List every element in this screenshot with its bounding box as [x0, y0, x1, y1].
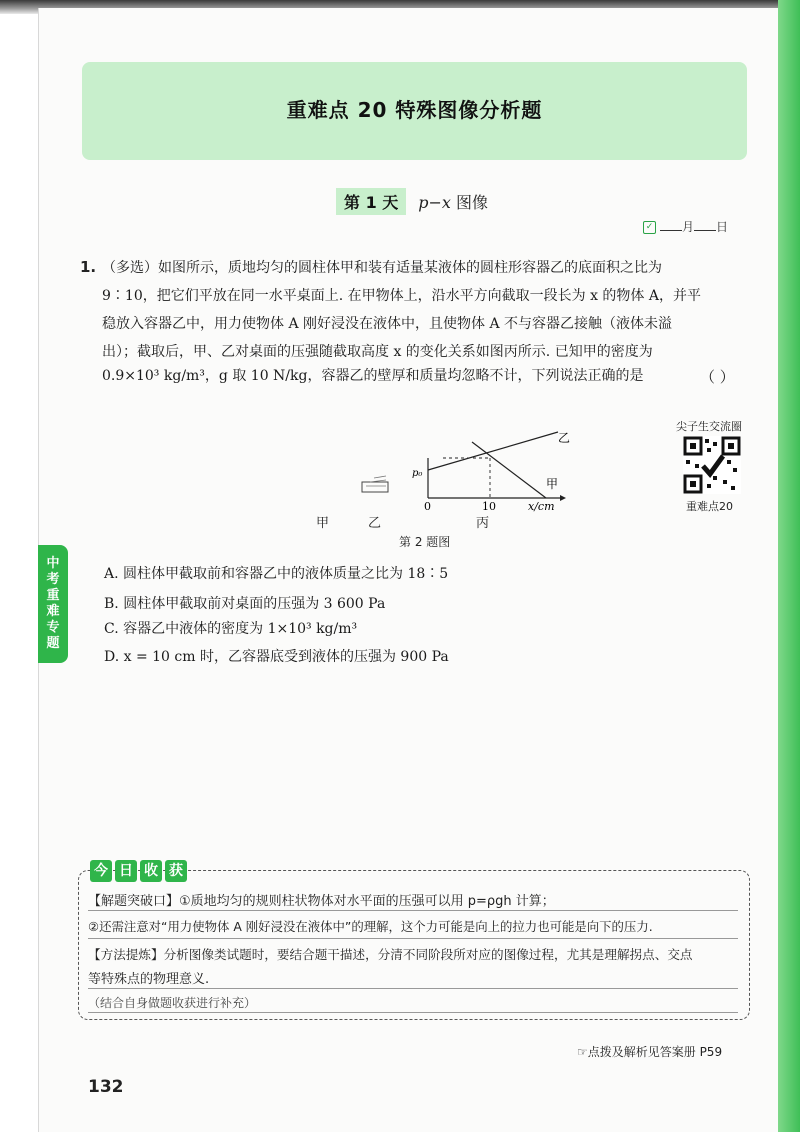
harvest-rule — [88, 988, 738, 989]
side-tab-char: 重 — [46, 588, 60, 603]
page-number: 132 — [88, 1077, 124, 1097]
qr-caption: 尖子生交流圈 — [676, 420, 742, 433]
y-label: p₀ — [412, 468, 423, 479]
x-tick-0: 0 — [424, 500, 431, 513]
harvest-badge — [90, 860, 187, 882]
question-number: 1. — [80, 258, 97, 276]
series-yi-line — [428, 432, 558, 470]
day-heading — [336, 188, 488, 216]
series-jia-line — [472, 442, 546, 498]
question-line-5: 0.9×10³ kg/m³，g 取 10 N/kg，容器乙的壁厚和质量均忽略不计，下列说法正确的是 — [102, 368, 644, 384]
figure-label-jia: 甲 — [316, 516, 330, 531]
question-line-2: 9∶10，把它们平放在同一水平桌面上. 在甲物体上，沿水平方向截取一段长为 x 的物体 A，并平 — [102, 288, 701, 304]
question-line-4: 出）；截取后，甲、乙对桌面的压强随截取高度 x 的变化关系如图丙所示. 已知甲的密度为 — [102, 344, 653, 360]
graph-label-jia: 甲 — [546, 477, 559, 491]
day-topic-suffix: 图像 — [450, 193, 489, 212]
side-tab-char: 难 — [46, 604, 60, 619]
side-tab-char: 专 — [46, 620, 60, 635]
side-tab-char: 题 — [46, 636, 60, 651]
cylinder-sketch — [362, 476, 388, 492]
figure-caption: 第 2 题图 — [399, 535, 451, 549]
graph-label-yi: 乙 — [558, 431, 571, 445]
side-tab — [38, 545, 68, 663]
option-b[interactable]: B. 圆柱体甲截取前对桌面的压强为 3 600 Pa — [104, 596, 386, 612]
month-blank[interactable] — [660, 230, 682, 231]
answer-reference: ☞点拨及解析见答案册 P59 — [577, 1045, 723, 1059]
qr-code-icon[interactable] — [683, 436, 741, 494]
x-tick-10: 10 — [482, 500, 496, 513]
day-topic-variable: p−x — [418, 193, 451, 212]
section-banner — [82, 62, 747, 160]
side-tab-char: 中 — [46, 556, 60, 571]
x-axis-arrow — [560, 495, 566, 501]
answer-parentheses[interactable]: （ ） — [700, 368, 735, 386]
option-d[interactable]: D. x = 10 cm 时，乙容器底受到液体的压强为 900 Pa — [104, 649, 449, 665]
figure-label-bing: 丙 — [476, 516, 490, 531]
harvest-badge-char: 获 — [165, 860, 187, 882]
harvest-badge-char: 收 — [140, 860, 162, 882]
day-topic — [418, 190, 488, 213]
harvest-line-2: ②还需注意对“用力使物体 A 刚好浸没在液体中”的理解，这个力可能是向上的拉力也可能是向下的压力. — [88, 919, 653, 934]
page-edge-stripe — [778, 0, 800, 1132]
calendar-icon: ✓ — [643, 221, 656, 234]
harvest-rule — [88, 910, 738, 911]
x-unit: x/cm — [528, 500, 555, 513]
side-tab-char: 考 — [46, 572, 60, 587]
harvest-line-3: 【方法提炼】分析图像类试题时，要结合题干描述，分清不同阶段所对应的图像过程，尤其是理解拐点、交点 — [88, 947, 693, 962]
month-label: 月 — [682, 220, 695, 234]
day-label: 第 1 天 — [336, 188, 406, 215]
harvest-badge-char: 今 — [90, 860, 112, 882]
question-line-1: （多选）如图所示，质地均匀的圆柱体甲和装有适量某液体的圆柱形容器乙的底面积之比为 — [102, 260, 662, 276]
harvest-line-1: 【解题突破口】①质地均匀的规则柱状物体对水平面的压强可以用 p=ρgh 计算； — [88, 894, 555, 909]
date-field — [643, 218, 728, 235]
figure-label-yi: 乙 — [368, 516, 382, 531]
question-line-3: 稳放入容器乙中，用力使物体 A 刚好浸没在液体中，且使物体 A 不与容器乙接触（液体未溢 — [102, 316, 673, 332]
day-blank[interactable] — [694, 230, 716, 231]
option-a[interactable]: A. 圆柱体甲截取前和容器乙中的液体质量之比为 18∶5 — [104, 566, 449, 582]
harvest-line-4: 等特殊点的物理意义. — [88, 972, 210, 987]
section-title: 重难点 20 特殊图像分析题 — [286, 98, 543, 122]
option-c[interactable]: C. 容器乙中液体的密度为 1×10³ kg/m³ — [104, 621, 358, 637]
harvest-rule — [88, 938, 738, 939]
question-figure — [300, 420, 600, 540]
day-label-suffix: 日 — [716, 220, 729, 234]
qr-sub-caption: 重难点20 — [686, 500, 733, 513]
harvest-rule — [88, 1012, 738, 1013]
harvest-badge-char: 日 — [115, 860, 137, 882]
harvest-line-5: （结合自身做题收获进行补充） — [88, 996, 257, 1010]
